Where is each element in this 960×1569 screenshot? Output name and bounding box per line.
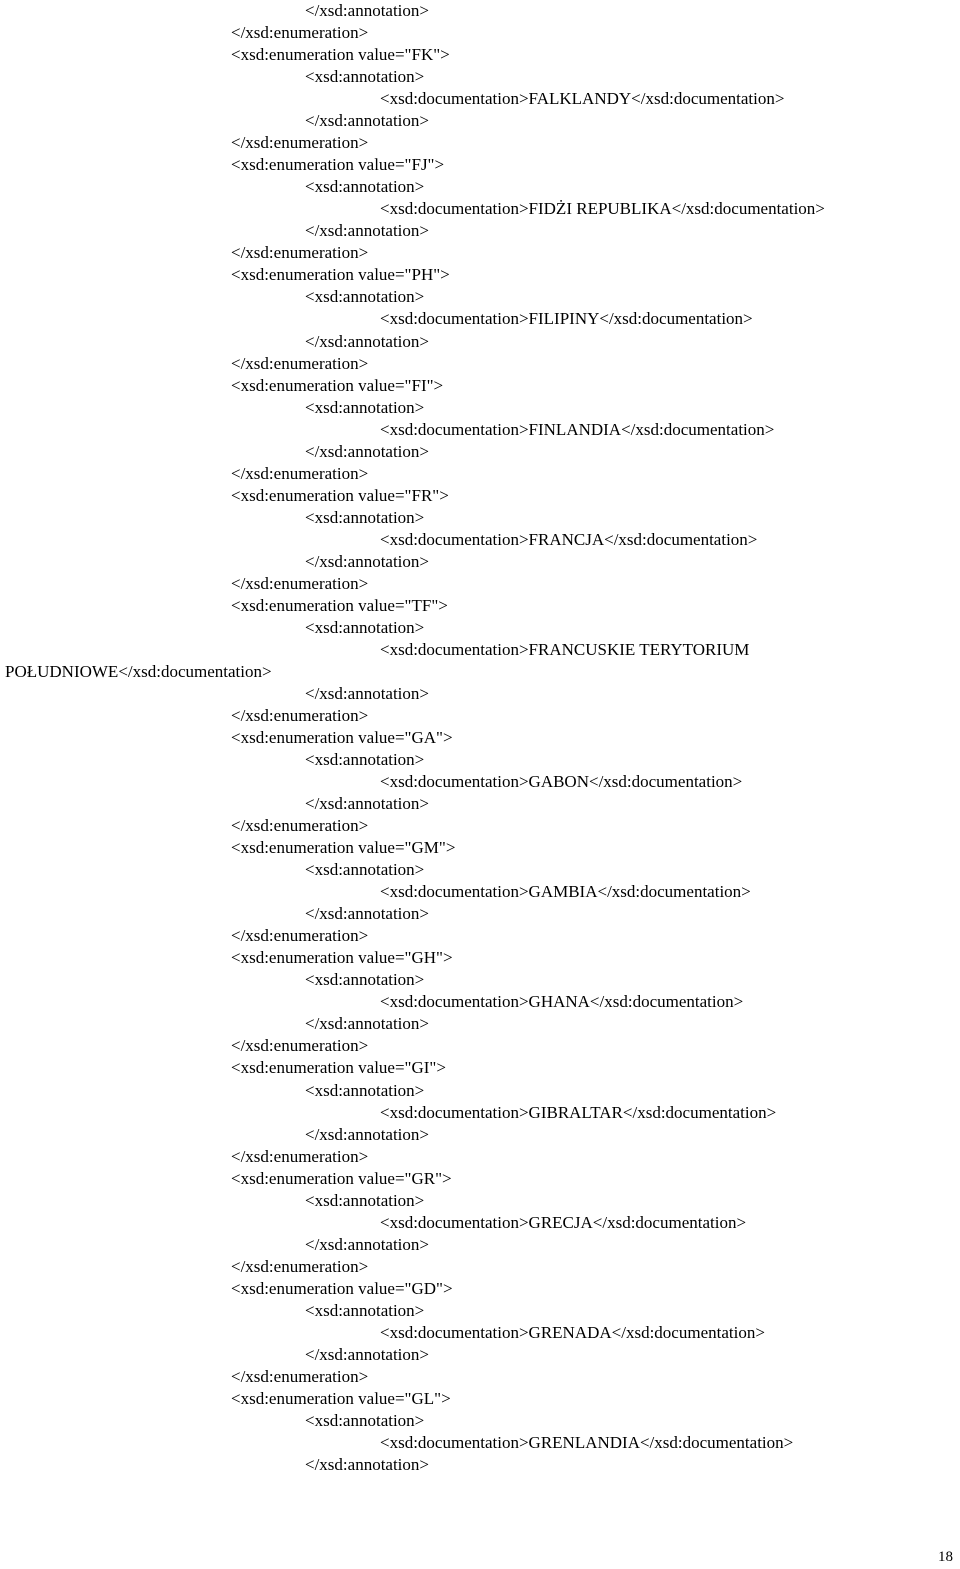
code-line: <xsd:annotation>: [305, 1080, 425, 1100]
code-line: <xsd:annotation>: [305, 397, 425, 417]
code-line: </xsd:enumeration>: [231, 243, 369, 263]
code-line: <xsd:documentation>FINLANDIA</xsd:documentation>: [380, 419, 775, 439]
code-line: <xsd:enumeration value="GA">: [231, 728, 453, 747]
code-line: </xsd:annotation>: [305, 904, 429, 924]
code-line: <xsd:enumeration value="GI">: [231, 1058, 446, 1078]
code-line: <xsd:documentation>GHANA</xsd:documentation>: [380, 992, 744, 1012]
code-line: <xsd:enumeration value="FJ">: [231, 155, 445, 175]
code-line: <xsd:enumeration value="PH">: [231, 265, 450, 285]
code-line: <xsd:annotation>: [305, 617, 425, 637]
code-line: </xsd:annotation>: [305, 683, 429, 703]
code-line: <xsd:enumeration value="GH">: [231, 948, 453, 968]
code-line: </xsd:annotation>: [305, 441, 429, 461]
code-line: </xsd:enumeration>: [231, 1146, 369, 1166]
code-line: <xsd:documentation>GAMBIA</xsd:documentation>: [380, 882, 751, 902]
code-line: <xsd:annotation>: [305, 1410, 425, 1430]
code-line: <xsd:annotation>: [305, 67, 425, 87]
code-line: <xsd:annotation>: [305, 860, 425, 880]
code-line: <xsd:documentation>FRANCJA</xsd:documentation>: [380, 529, 758, 549]
code-line: </xsd:enumeration>: [231, 706, 369, 725]
code-line: <xsd:documentation>GRENLANDIA</xsd:documentation>: [380, 1433, 794, 1452]
code-line: <xsd:documentation>GIBRALTAR</xsd:documentation>: [380, 1102, 777, 1122]
code-line: </xsd:enumeration>: [231, 1256, 369, 1276]
code-line: <xsd:annotation>: [305, 970, 425, 990]
code-line: </xsd:annotation>: [305, 331, 429, 351]
code-line: POŁUDNIOWE</xsd:documentation>: [5, 661, 272, 681]
code-line: <xsd:annotation>: [305, 1190, 425, 1210]
code-line: <xsd:enumeration value="FI">: [231, 375, 444, 395]
code-line: </xsd:annotation>: [305, 1234, 429, 1254]
code-line: <xsd:enumeration value="GD">: [231, 1278, 453, 1298]
page-number: 18: [938, 1549, 953, 1565]
code-line: </xsd:annotation>: [305, 1124, 429, 1144]
code-line: <xsd:documentation>GRENADA</xsd:documentation>: [380, 1322, 765, 1342]
code-line: <xsd:annotation>: [305, 507, 425, 527]
code-line: <xsd:annotation>: [305, 177, 425, 197]
code-line: <xsd:annotation>: [305, 287, 425, 307]
code-line: </xsd:annotation>: [305, 1344, 429, 1364]
code-line: </xsd:annotation>: [305, 1455, 429, 1474]
code-line: </xsd:enumeration>: [231, 1036, 369, 1056]
code-line: </xsd:enumeration>: [231, 816, 369, 836]
code-line: </xsd:annotation>: [305, 1014, 429, 1034]
code-line: <xsd:documentation>GRECJA</xsd:documentation>: [380, 1212, 747, 1232]
code-line: <xsd:annotation>: [305, 1300, 425, 1320]
code-line: </xsd:enumeration>: [231, 133, 369, 153]
code-line: </xsd:enumeration>: [231, 23, 369, 42]
code-line: </xsd:enumeration>: [231, 353, 369, 373]
code-line: </xsd:enumeration>: [231, 573, 369, 593]
code-line: </xsd:annotation>: [305, 794, 429, 814]
code-line: <xsd:documentation>FALKLANDY</xsd:documentation>: [380, 89, 785, 109]
code-line: <xsd:enumeration value="TF">: [231, 595, 448, 615]
code-line: </xsd:annotation>: [305, 1, 429, 20]
code-line: </xsd:enumeration>: [231, 1366, 369, 1386]
code-line: <xsd:enumeration value="GL">: [231, 1388, 451, 1408]
code-line: <xsd:annotation>: [305, 750, 425, 769]
code-line: <xsd:documentation>FRANCUSKIE TERYTORIUM: [380, 639, 750, 659]
code-line: <xsd:enumeration value="FK">: [231, 45, 450, 65]
code-line: </xsd:enumeration>: [231, 926, 369, 946]
code-line: <xsd:documentation>GABON</xsd:documentation>: [380, 772, 743, 792]
code-line: </xsd:enumeration>: [231, 463, 369, 483]
code-line: <xsd:enumeration value="GR">: [231, 1168, 452, 1188]
code-line: <xsd:enumeration value="GM">: [231, 838, 456, 858]
code-line: <xsd:documentation>FIDŻI REPUBLIKA</xsd:documentation>: [380, 199, 825, 219]
code-line: <xsd:documentation>FILIPINY</xsd:documentation>: [380, 309, 753, 329]
code-line: </xsd:annotation>: [305, 111, 429, 131]
code-line: </xsd:annotation>: [305, 221, 429, 241]
code-line: <xsd:enumeration value="FR">: [231, 485, 449, 505]
code-line: </xsd:annotation>: [305, 551, 429, 571]
